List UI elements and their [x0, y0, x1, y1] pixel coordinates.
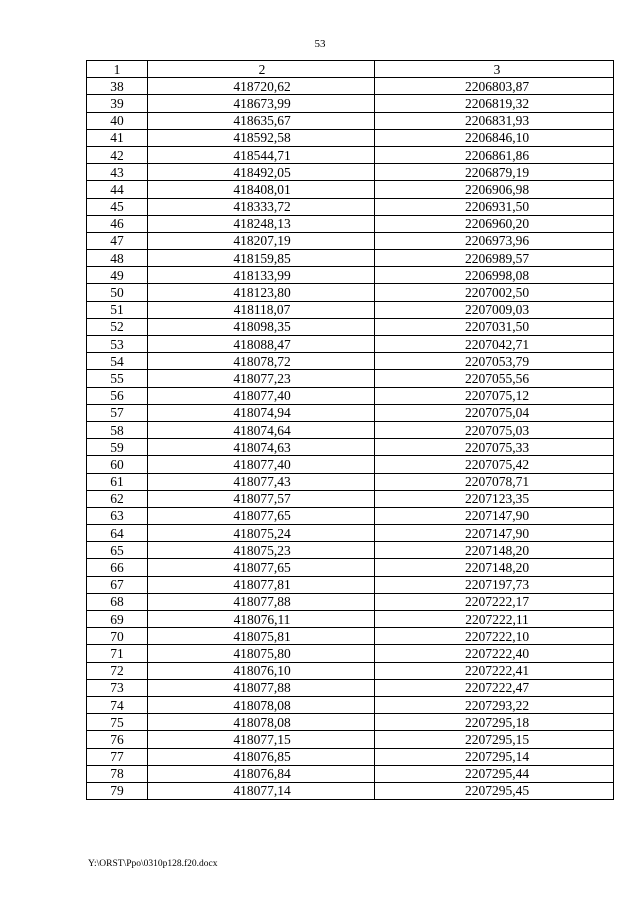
point-number-cell: 56 — [87, 387, 148, 404]
x-coordinate-cell: 418077,14 — [148, 782, 375, 799]
x-coordinate-cell: 418075,81 — [148, 628, 375, 645]
point-number-cell: 48 — [87, 250, 148, 267]
point-number-cell: 39 — [87, 95, 148, 112]
table-row — [87, 662, 614, 679]
point-number-cell: 43 — [87, 164, 148, 181]
point-number-cell: 54 — [87, 353, 148, 370]
y-coordinate-cell: 2206998,08 — [375, 267, 614, 284]
table-row — [87, 679, 614, 696]
y-coordinate-cell: 2207295,45 — [375, 782, 614, 799]
header-cell-3: 3 — [375, 61, 614, 78]
x-coordinate-cell: 418077,40 — [148, 456, 375, 473]
point-number-cell: 68 — [87, 593, 148, 610]
table-row — [87, 628, 614, 645]
x-coordinate-cell: 418077,88 — [148, 593, 375, 610]
y-coordinate-cell: 2207293,22 — [375, 696, 614, 713]
x-coordinate-cell: 418076,11 — [148, 611, 375, 628]
point-number-cell: 71 — [87, 645, 148, 662]
table-row — [87, 164, 614, 181]
point-number-cell: 72 — [87, 662, 148, 679]
x-coordinate-cell: 418408,01 — [148, 181, 375, 198]
y-coordinate-cell: 2206846,10 — [375, 129, 614, 146]
x-coordinate-cell: 418074,63 — [148, 439, 375, 456]
point-number-cell: 47 — [87, 232, 148, 249]
table-body — [87, 78, 614, 800]
x-coordinate-cell: 418673,99 — [148, 95, 375, 112]
y-coordinate-cell: 2207075,03 — [375, 421, 614, 438]
x-coordinate-cell: 418635,67 — [148, 112, 375, 129]
table-row — [87, 559, 614, 576]
y-coordinate-cell: 2207148,20 — [375, 559, 614, 576]
table-row — [87, 421, 614, 438]
point-number-cell: 41 — [87, 129, 148, 146]
table-row — [87, 696, 614, 713]
x-coordinate-cell: 418075,80 — [148, 645, 375, 662]
x-coordinate-cell: 418077,57 — [148, 490, 375, 507]
point-number-cell: 79 — [87, 782, 148, 799]
table-row — [87, 542, 614, 559]
x-coordinate-cell: 418078,08 — [148, 696, 375, 713]
table-row — [87, 318, 614, 335]
table-row — [87, 714, 614, 731]
y-coordinate-cell: 2206819,32 — [375, 95, 614, 112]
x-coordinate-cell: 418544,71 — [148, 146, 375, 163]
y-coordinate-cell: 2207075,04 — [375, 404, 614, 421]
table-row — [87, 284, 614, 301]
table-row — [87, 232, 614, 249]
y-coordinate-cell: 2206973,96 — [375, 232, 614, 249]
point-number-cell: 60 — [87, 456, 148, 473]
table-row — [87, 611, 614, 628]
y-coordinate-cell: 2206931,50 — [375, 198, 614, 215]
x-coordinate-cell: 418118,07 — [148, 301, 375, 318]
y-coordinate-cell: 2207078,71 — [375, 473, 614, 490]
point-number-cell: 50 — [87, 284, 148, 301]
table-row — [87, 370, 614, 387]
point-number-cell: 59 — [87, 439, 148, 456]
point-number-cell: 53 — [87, 336, 148, 353]
y-coordinate-cell: 2207147,90 — [375, 507, 614, 524]
footer-file-path: Y:\ORST\Ppo\0310p128.f20.docx — [88, 859, 218, 869]
table-row — [87, 215, 614, 232]
x-coordinate-cell: 418133,99 — [148, 267, 375, 284]
point-number-cell: 44 — [87, 181, 148, 198]
x-coordinate-cell: 418077,65 — [148, 507, 375, 524]
y-coordinate-cell: 2207222,47 — [375, 679, 614, 696]
y-coordinate-cell: 2206906,98 — [375, 181, 614, 198]
x-coordinate-cell: 418248,13 — [148, 215, 375, 232]
x-coordinate-cell: 418078,08 — [148, 714, 375, 731]
y-coordinate-cell: 2207042,71 — [375, 336, 614, 353]
point-number-cell: 70 — [87, 628, 148, 645]
table-row — [87, 645, 614, 662]
table-row — [87, 507, 614, 524]
point-number-cell: 61 — [87, 473, 148, 490]
x-coordinate-cell: 418078,72 — [148, 353, 375, 370]
x-coordinate-cell: 418159,85 — [148, 250, 375, 267]
y-coordinate-cell: 2207031,50 — [375, 318, 614, 335]
table-row — [87, 78, 614, 95]
y-coordinate-cell: 2207075,42 — [375, 456, 614, 473]
y-coordinate-cell: 2207055,56 — [375, 370, 614, 387]
table-row — [87, 439, 614, 456]
x-coordinate-cell: 418333,72 — [148, 198, 375, 215]
table-row — [87, 576, 614, 593]
point-number-cell: 58 — [87, 421, 148, 438]
table-row — [87, 456, 614, 473]
table-row — [87, 336, 614, 353]
point-number-cell: 67 — [87, 576, 148, 593]
header-cell-2: 2 — [148, 61, 375, 78]
y-coordinate-cell: 2207222,10 — [375, 628, 614, 645]
y-coordinate-cell: 2207295,44 — [375, 765, 614, 782]
point-number-cell: 45 — [87, 198, 148, 215]
table-row — [87, 146, 614, 163]
x-coordinate-cell: 418088,47 — [148, 336, 375, 353]
coordinates-table — [86, 60, 614, 800]
point-number-cell: 74 — [87, 696, 148, 713]
y-coordinate-cell: 2207053,79 — [375, 353, 614, 370]
y-coordinate-cell: 2207295,14 — [375, 748, 614, 765]
y-coordinate-cell: 2206803,87 — [375, 78, 614, 95]
y-coordinate-cell: 2207222,40 — [375, 645, 614, 662]
x-coordinate-cell: 418077,81 — [148, 576, 375, 593]
table-row — [87, 593, 614, 610]
point-number-cell: 42 — [87, 146, 148, 163]
point-number-cell: 66 — [87, 559, 148, 576]
point-number-cell: 38 — [87, 78, 148, 95]
point-number-cell: 63 — [87, 507, 148, 524]
point-number-cell: 62 — [87, 490, 148, 507]
x-coordinate-cell: 418075,23 — [148, 542, 375, 559]
x-coordinate-cell: 418077,88 — [148, 679, 375, 696]
x-coordinate-cell: 418076,10 — [148, 662, 375, 679]
y-coordinate-cell: 2207295,18 — [375, 714, 614, 731]
point-number-cell: 51 — [87, 301, 148, 318]
y-coordinate-cell: 2207147,90 — [375, 525, 614, 542]
y-coordinate-cell: 2206861,86 — [375, 146, 614, 163]
y-coordinate-cell: 2207222,11 — [375, 611, 614, 628]
table-row — [87, 198, 614, 215]
point-number-cell: 73 — [87, 679, 148, 696]
y-coordinate-cell: 2207148,20 — [375, 542, 614, 559]
table-row — [87, 181, 614, 198]
table-row — [87, 473, 614, 490]
point-number-cell: 64 — [87, 525, 148, 542]
point-number-cell: 75 — [87, 714, 148, 731]
x-coordinate-cell: 418720,62 — [148, 78, 375, 95]
table-header-row — [87, 61, 614, 78]
y-coordinate-cell: 2206989,57 — [375, 250, 614, 267]
x-coordinate-cell: 418077,43 — [148, 473, 375, 490]
x-coordinate-cell: 418123,80 — [148, 284, 375, 301]
point-number-cell: 69 — [87, 611, 148, 628]
table-row — [87, 525, 614, 542]
x-coordinate-cell: 418076,84 — [148, 765, 375, 782]
page-number: 53 — [314, 38, 326, 50]
point-number-cell: 76 — [87, 731, 148, 748]
table-row — [87, 731, 614, 748]
table-row — [87, 490, 614, 507]
table-row — [87, 353, 614, 370]
table-row — [87, 267, 614, 284]
y-coordinate-cell: 2206960,20 — [375, 215, 614, 232]
point-number-cell: 55 — [87, 370, 148, 387]
table-row — [87, 301, 614, 318]
x-coordinate-cell: 418592,58 — [148, 129, 375, 146]
x-coordinate-cell: 418074,94 — [148, 404, 375, 421]
table-row — [87, 765, 614, 782]
table-row — [87, 129, 614, 146]
y-coordinate-cell: 2207075,12 — [375, 387, 614, 404]
point-number-cell: 65 — [87, 542, 148, 559]
y-coordinate-cell: 2207009,03 — [375, 301, 614, 318]
x-coordinate-cell: 418077,23 — [148, 370, 375, 387]
point-number-cell: 40 — [87, 112, 148, 129]
y-coordinate-cell: 2206879,19 — [375, 164, 614, 181]
y-coordinate-cell: 2207295,15 — [375, 731, 614, 748]
point-number-cell: 52 — [87, 318, 148, 335]
header-cell-1: 1 — [87, 61, 148, 78]
y-coordinate-cell: 2207075,33 — [375, 439, 614, 456]
x-coordinate-cell: 418077,15 — [148, 731, 375, 748]
y-coordinate-cell: 2207222,17 — [375, 593, 614, 610]
table-row — [87, 404, 614, 421]
point-number-cell: 57 — [87, 404, 148, 421]
point-number-cell: 49 — [87, 267, 148, 284]
table-row — [87, 112, 614, 129]
x-coordinate-cell: 418207,19 — [148, 232, 375, 249]
table-row — [87, 250, 614, 267]
table-row — [87, 748, 614, 765]
x-coordinate-cell: 418492,05 — [148, 164, 375, 181]
point-number-cell: 78 — [87, 765, 148, 782]
table-row — [87, 95, 614, 112]
point-number-cell: 46 — [87, 215, 148, 232]
point-number-cell: 77 — [87, 748, 148, 765]
table-row — [87, 387, 614, 404]
table-row — [87, 782, 614, 799]
x-coordinate-cell: 418076,85 — [148, 748, 375, 765]
y-coordinate-cell: 2207197,73 — [375, 576, 614, 593]
x-coordinate-cell: 418077,40 — [148, 387, 375, 404]
y-coordinate-cell: 2207002,50 — [375, 284, 614, 301]
x-coordinate-cell: 418075,24 — [148, 525, 375, 542]
y-coordinate-cell: 2207123,35 — [375, 490, 614, 507]
x-coordinate-cell: 418077,65 — [148, 559, 375, 576]
y-coordinate-cell: 2207222,41 — [375, 662, 614, 679]
y-coordinate-cell: 2206831,93 — [375, 112, 614, 129]
x-coordinate-cell: 418098,35 — [148, 318, 375, 335]
x-coordinate-cell: 418074,64 — [148, 421, 375, 438]
